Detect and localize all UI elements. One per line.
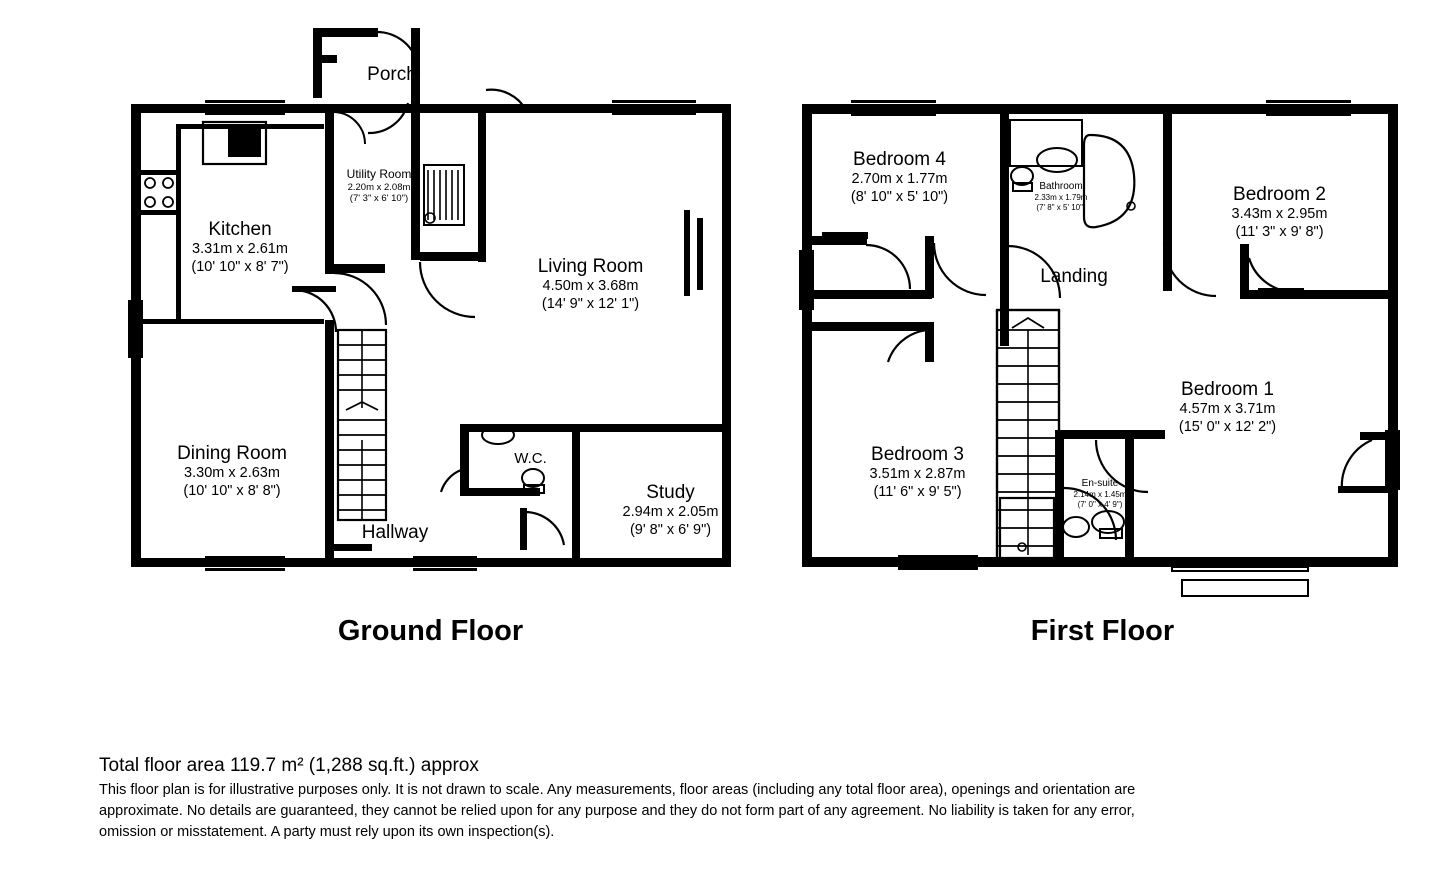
room-name: Bedroom 2 bbox=[1233, 184, 1326, 205]
room-dim-imperial: (10' 10" x 8' 8") bbox=[183, 482, 281, 499]
room-dim-metric: 2.70m x 1.77m bbox=[851, 171, 948, 188]
room-label-living-room bbox=[508, 255, 673, 314]
room-name: Utility Room bbox=[346, 167, 412, 181]
room-label-dining-room bbox=[152, 442, 312, 501]
room-name: Dining Room bbox=[177, 443, 287, 464]
room-name: Kitchen bbox=[208, 219, 272, 240]
room-name: Study bbox=[646, 482, 695, 503]
room-dim-metric: 2.33m x 1.79m bbox=[1034, 193, 1088, 203]
room-label-landing bbox=[1018, 265, 1130, 288]
room-name: Landing bbox=[1040, 266, 1108, 287]
room-dim-metric: 2.94m x 2.05m bbox=[622, 504, 719, 521]
room-dim-imperial: (7' 8" x 5' 10") bbox=[1036, 202, 1086, 212]
room-dim-imperial: (7' 3" x 6' 10") bbox=[349, 193, 409, 205]
room-label-bedroom-4 bbox=[822, 148, 977, 207]
room-dim-metric: 2.14m x 1.45m bbox=[1073, 490, 1127, 500]
room-dim-imperial: (11' 6" x 9' 5") bbox=[873, 483, 962, 500]
room-dim-metric: 2.20m x 2.08m bbox=[347, 181, 411, 193]
room-name: Hallway bbox=[361, 522, 429, 543]
room-dim-metric: 3.31m x 2.61m bbox=[192, 241, 288, 258]
room-label-bedroom-2 bbox=[1202, 183, 1357, 242]
room-label-study bbox=[588, 481, 753, 540]
room-label-en-suite bbox=[1055, 478, 1145, 510]
room-name: W.C. bbox=[514, 450, 547, 467]
room-dim-metric: 4.57m x 3.71m bbox=[1179, 401, 1276, 418]
footer bbox=[99, 755, 1219, 843]
room-dim-metric: 4.50m x 3.68m bbox=[542, 278, 639, 295]
room-dim-imperial: (11' 3" x 9' 8") bbox=[1235, 223, 1324, 240]
room-dim-metric: 3.43m x 2.95m bbox=[1231, 206, 1328, 223]
room-dim-imperial: (10' 10" x 8' 7") bbox=[191, 258, 289, 275]
room-label-bedroom-1 bbox=[1150, 378, 1305, 437]
first-floor-title: First Floor bbox=[1030, 615, 1175, 647]
room-dim-imperial: (9' 8" x 6' 9") bbox=[629, 521, 712, 538]
room-name: Bedroom 3 bbox=[871, 444, 964, 465]
room-name: Bathroom bbox=[1039, 181, 1083, 192]
room-name: En-suite bbox=[1081, 478, 1119, 489]
room-dim-metric: 3.51m x 2.87m bbox=[869, 466, 966, 483]
disclaimer-text: This floor plan is for illustrative purposes only. It is not drawn to scale. Any measurements, floor areas (including any total floor area), openings and orientation are approximate. No details are guaranteed, they cannot be relied upon for any purpose and they do not form part of any agreement. No liability is taken for any error, omission or misstatement. A party must rely upon its own inspection(s). bbox=[99, 782, 1136, 841]
room-name: Porch bbox=[367, 64, 417, 85]
room-dim-imperial: (7' 0" x 4' 9") bbox=[1077, 499, 1123, 509]
room-label-hallway bbox=[340, 521, 450, 544]
room-label-porch bbox=[340, 63, 444, 86]
room-dim-metric: 3.30m x 2.63m bbox=[184, 465, 280, 482]
room-dim-imperial: (15' 0" x 12' 2") bbox=[1178, 418, 1277, 435]
total-floor-area: Total floor area 119.7 m² (1,288 sq.ft.) approx bbox=[99, 755, 479, 776]
ground-floor-title: Ground Floor bbox=[337, 615, 524, 647]
room-name: Bedroom 4 bbox=[853, 149, 946, 170]
room-label-bedroom-3 bbox=[840, 443, 995, 502]
room-label-bathroom bbox=[1016, 181, 1106, 213]
room-dim-imperial: (8' 10" x 5' 10") bbox=[850, 188, 949, 205]
room-name: Living Room bbox=[537, 256, 644, 277]
room-label-wc bbox=[488, 450, 573, 468]
room-dim-imperial: (14' 9" x 12' 1") bbox=[541, 295, 640, 312]
room-label-utility-room bbox=[308, 167, 450, 205]
room-name: Bedroom 1 bbox=[1181, 379, 1274, 400]
room-label-kitchen bbox=[170, 218, 310, 277]
